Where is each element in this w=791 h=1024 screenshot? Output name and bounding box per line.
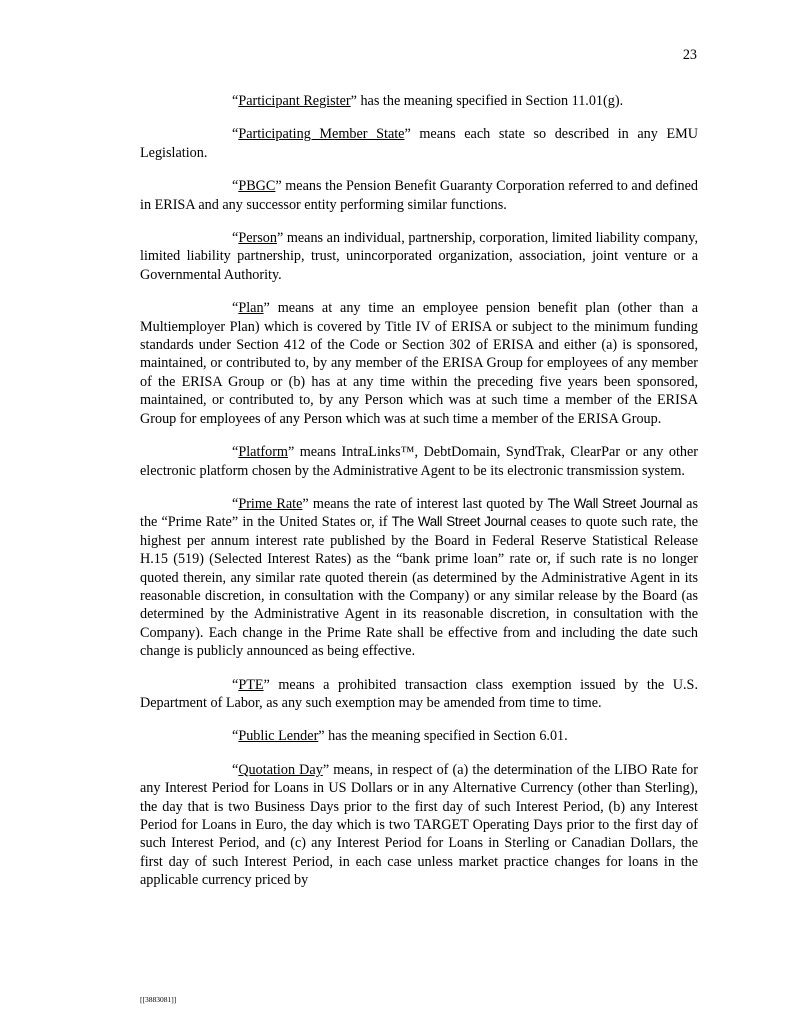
definition-prime-rate — [140, 495, 698, 661]
definition-quotation-day — [140, 761, 698, 890]
open-quote: “ — [232, 300, 239, 317]
definition-text: ” means a prohibited transaction class exemption issued by the U.S. Department of Labor, as any such exemption may be amended from time to time. — [140, 676, 698, 711]
publication-name: The Wall Street Journal — [391, 514, 527, 530]
definition-pte — [140, 676, 698, 713]
definition-text: ” means the rate of interest last quoted by — [302, 495, 548, 512]
definition-person — [140, 229, 698, 284]
defined-term: PBGC — [238, 178, 276, 195]
document-body — [140, 92, 698, 905]
definition-text: ceases to quote such rate, the highest per annum interest rate published by the Board in Federal Reserve Statistical Release H.15 (519) (Selected Interest Rates) as the “bank prime loan” rate or, if such rate is no longer quoted therein, any similar rate quoted therein (as determined by the Administrative Agent in its reasonable discretion, in consultation with the Company) or any similar release by the Board (as determined by the Administrative Agent in its reasonable discretion, in consultation with the Company). Each change in the Prime Rate shall be effective from and including the date such change is publicly announced as being effective. — [140, 514, 698, 660]
defined-term: Person — [238, 230, 277, 247]
defined-term: Public Lender — [238, 728, 319, 745]
definition-public-lender — [140, 727, 698, 745]
open-quote: “ — [232, 444, 239, 461]
definition-participant-register — [140, 92, 698, 110]
defined-term: Participating Member State — [238, 126, 405, 143]
definition-text: ” has the meaning specified in Section 11.01(g). — [350, 93, 624, 109]
definition-text: ” means an individual, partnership, corporation, limited liability company, limited liability partnership, trust, unincorporated organization, association, joint venture or a Governmental Authority. — [140, 230, 698, 283]
definition-platform — [140, 443, 698, 480]
definition-text: as the “Prime Rate” in the United States or, if — [140, 495, 698, 531]
open-quote: “ — [232, 676, 239, 693]
defined-term: PTE — [238, 676, 264, 693]
definition-text: ” means at any time an employee pension benefit plan (other than a Multiemployer Plan) which is covered by Title IV of ERISA or subject to the minimum funding standards under Section 412 of the Code or Section 302 of ERISA and either (a) is sponsored, maintained, or contributed to, by any member of the ERISA Group for employees of any member of the ERISA Group or (b) has at any time within the preceding five years been sponsored, maintained, or contributed to, by any Person which was at such time a member of the ERISA Group for employees of any Person which was at such time a member of the ERISA Group. — [140, 300, 698, 427]
definition-participating-member-state — [140, 125, 698, 162]
publication-name: The Wall Street Journal — [547, 495, 682, 511]
defined-term: Prime Rate — [238, 495, 303, 512]
definition-pbgc — [140, 177, 698, 214]
document-id-footer: [[3883081]] — [140, 995, 177, 1004]
defined-term: Platform — [238, 444, 288, 461]
open-quote: “ — [232, 495, 239, 512]
definition-text: ” means the Pension Benefit Guaranty Corporation referred to and defined in ERISA and any successor entity performing similar functions. — [140, 178, 698, 213]
open-quote: “ — [232, 178, 239, 195]
page-number: 23 — [682, 47, 697, 63]
defined-term: Quotation Day — [238, 761, 323, 778]
open-quote: “ — [232, 761, 239, 778]
definition-text: ” has the meaning specified in Section 6.01. — [318, 728, 568, 745]
open-quote: “ — [232, 126, 239, 143]
open-quote: “ — [232, 93, 239, 109]
definition-text: ” means IntraLinks™, DebtDomain, SyndTrak, ClearPar or any other electronic platform chosen by the Administrative Agent to be its electronic transmission system. — [140, 444, 698, 479]
open-quote: “ — [232, 230, 239, 247]
definition-plan — [140, 299, 698, 428]
definition-text: ” means each state so described in any EMU Legislation. — [140, 126, 698, 161]
open-quote: “ — [232, 728, 239, 745]
definition-text: ” means, in respect of (a) the determination of the LIBO Rate for any Interest Period for Loans in US Dollars or in any Alternative Currency (other than Sterling), the day that is two Business Days prior to the first day of such Interest Period, (b) any Interest Period for Loans in Euro, the day which is two TARGET Operating Days prior to the first day of such Interest Period, and (c) any Interest Period for Loans in Sterling or Canadian Dollars, the first day of such Interest Period, in each case unless market practice changes for loans in the applicable currency priced by — [140, 761, 698, 889]
defined-term: Participant Register — [238, 93, 351, 109]
defined-term: Plan — [238, 300, 264, 317]
